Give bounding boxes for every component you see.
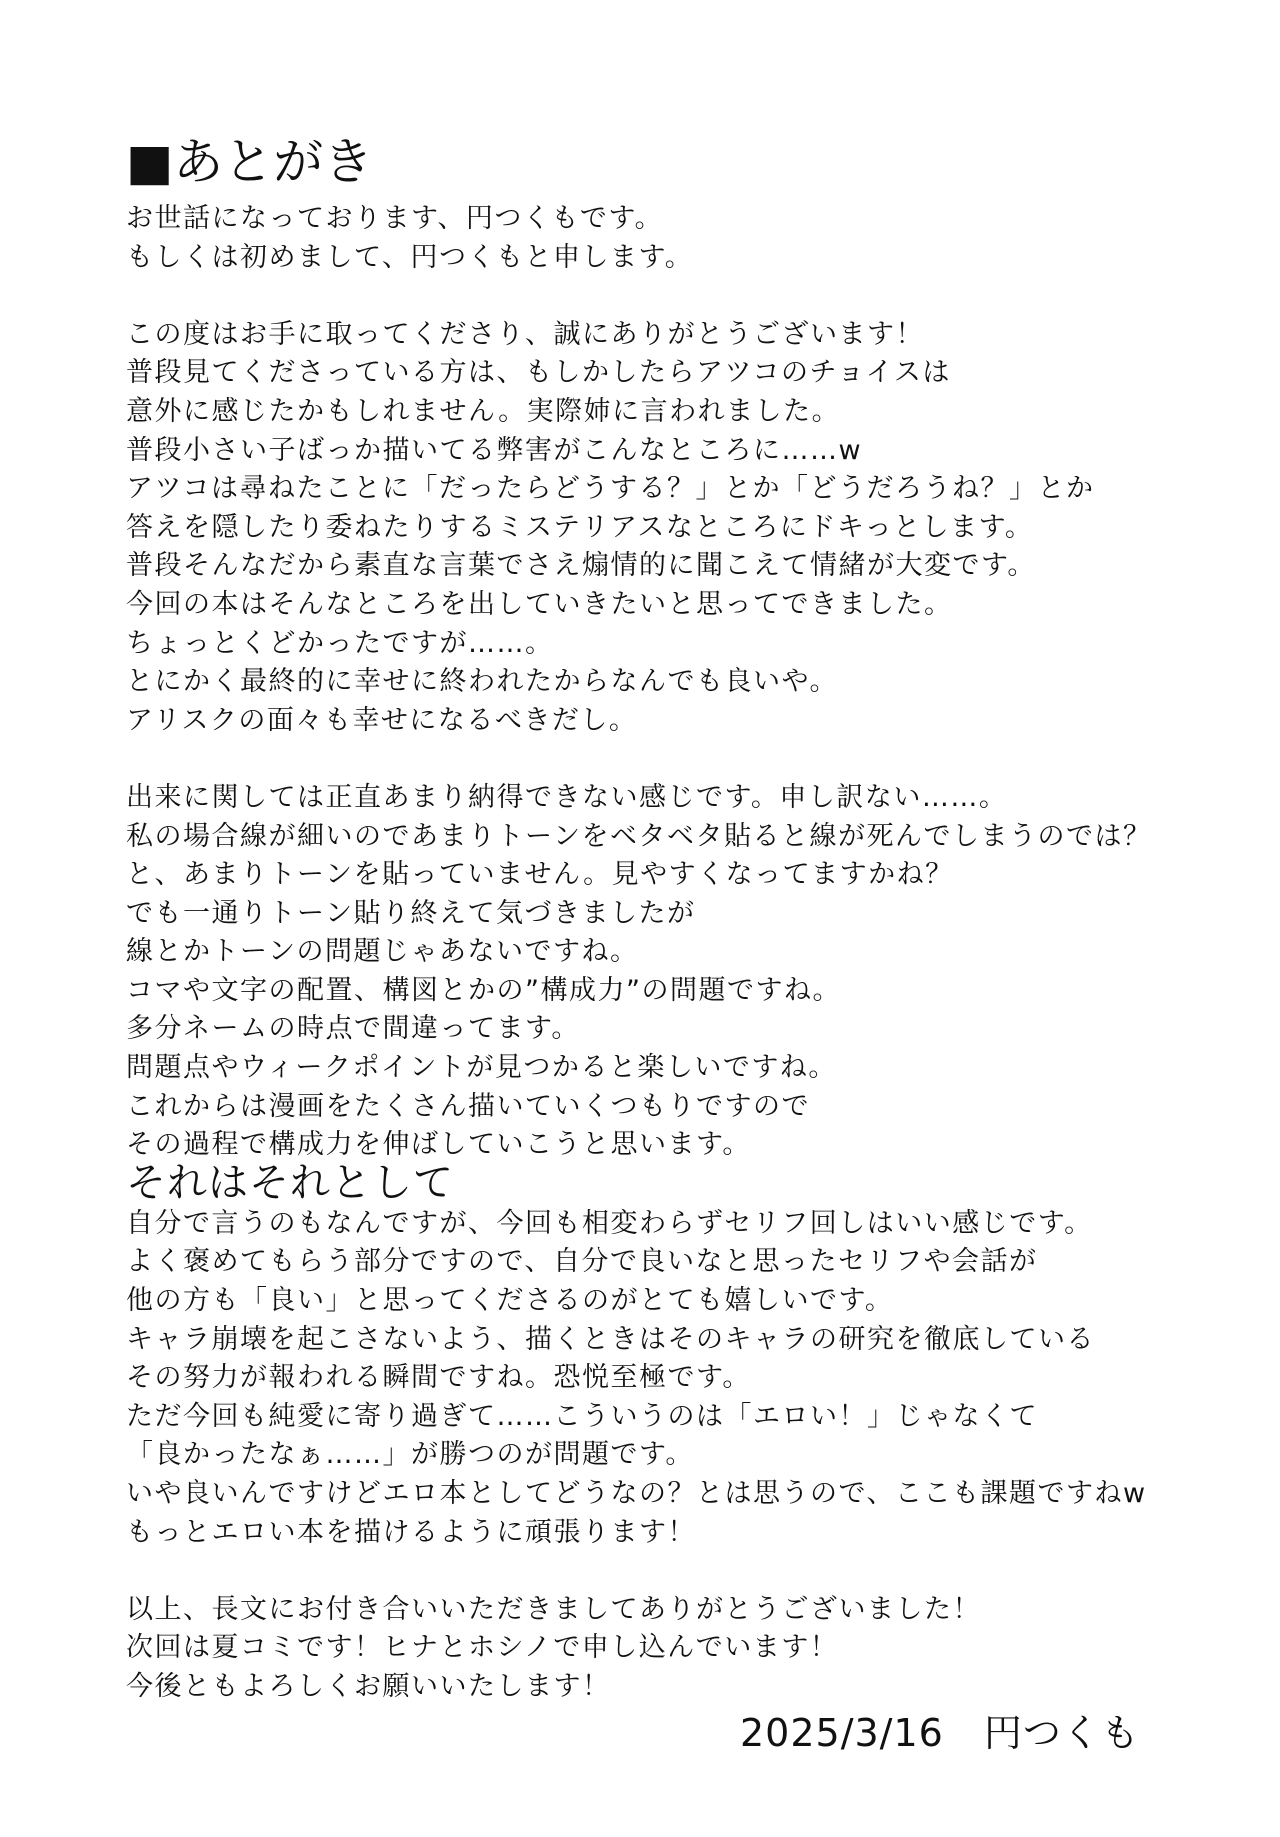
text-line: 答えを隠したり委ねたりするミステリアスなところにドキっとします。 (126, 511, 1034, 543)
signature-date: 2025/3/16 (740, 1711, 944, 1755)
subheading: それはそれとして (126, 1159, 454, 1206)
paragraph-greeting (126, 200, 1246, 277)
text-line: アツコは尋ねたことに「だったらどうする？」とか「どうだろうね？」とか (126, 473, 1095, 505)
text-line: 「良かったなぁ……」が勝つのが問題です。 (126, 1439, 694, 1471)
text-line: とにかく最終的に幸せに終われたからなんでも良いや。 (126, 666, 838, 698)
afterword-body (126, 200, 1246, 1707)
text-line: 今後ともよろしくお願いいたします！ (126, 1670, 611, 1702)
text-line: この度はお手に取ってくださり、誠にありがとうございます！ (126, 318, 924, 350)
text-line: これからは漫画をたくさん描いていくつもりですので (126, 1090, 810, 1122)
paragraph-spacer (126, 277, 1246, 316)
text-line: 普段そんなだから素直な言葉でさえ煽情的に聞こえて情緒が大変です。 (126, 550, 1036, 582)
text-line: 他の方も「良い」と思ってくださるのがとても嬉しいです。 (126, 1285, 894, 1317)
paragraph-dialogue (126, 1205, 1246, 1552)
text-line: よく褒めてもらう部分ですので、自分で良いなと思ったセリフや会話が (126, 1246, 1038, 1278)
text-line: 出来に関しては正直あまり納得できない感じです。申し訳ない……。 (126, 781, 1008, 813)
text-line: もっとエロい本を描けるように頑張ります！ (126, 1516, 696, 1548)
text-line: もしくは初めまして、円つくもと申します。 (126, 241, 694, 273)
text-line: 問題点やウィークポイントが見つかると楽しいですね。 (126, 1052, 837, 1084)
text-line: 今回の本はそんなところを出していきたいと思ってできました。 (126, 588, 953, 620)
signature (740, 1710, 1140, 1756)
text-line: 自分で言うのもなんですが、今回も相変わらずセリフ回しはいい感じです。 (126, 1207, 1093, 1239)
paragraph-closing (126, 1591, 1246, 1707)
text-line: 次回は夏コミです！ヒナとホシノで申し込んでいます！ (126, 1632, 839, 1664)
paragraph-quality (126, 779, 1246, 1165)
text-line: 以上、長文にお付き合いいただきましてありがとうございました！ (126, 1593, 981, 1625)
text-line: と、あまりトーンを貼っていません。見やすくなってますかね？ (126, 859, 954, 891)
text-line: ただ今回も純愛に寄り過ぎて……こういうのは「エロい！」じゃなくて (126, 1400, 1038, 1432)
text-line: その努力が報われる瞬間ですね。恐悦至極です。 (126, 1362, 751, 1394)
text-line: 普段見てくださっている方は、もしかしたらアツコのチョイスは (126, 357, 951, 389)
text-line: でも一通りトーン貼り終えて気づきましたが (126, 897, 696, 929)
text-line: アリスクの面々も幸せになるべきだし。 (126, 704, 638, 736)
text-line: 普段小さい子ばっか描いてる弊害がこんなところに……w (126, 434, 863, 466)
text-line: 線とかトーンの問題じゃあないですね。 (126, 936, 639, 968)
text-line: その過程で構成力を伸ばしていこうと思います。 (126, 1129, 751, 1161)
text-line: お世話になっております、円つくもです。 (126, 203, 664, 234)
page-title: ■あとがき (126, 133, 374, 191)
text-line: コマや文字の配置、構図とかの”構成力”の問題ですね。 (126, 974, 841, 1006)
text-line: 私の場合線が細いのであまりトーンをベタベタ貼ると線が死んでしまうのでは？ (126, 820, 1152, 852)
text-line: キャラ崩壊を起こさないよう、描くときはそのキャラの研究を徹底している (126, 1323, 1095, 1355)
text-line: 意外に感じたかもしれません。実際姉に言われました。 (126, 395, 841, 427)
paragraph-spacer (126, 740, 1246, 779)
paragraph-spacer (126, 1552, 1246, 1591)
text-line: いや良いんですけどエロ本としてどうなの？とは思うので、ここも課題ですねw (126, 1478, 1147, 1509)
signature-author: 円つくも (983, 1711, 1140, 1755)
paragraph-thanks (126, 316, 1246, 741)
text-line: 多分ネームの時点で間違ってます。 (126, 1013, 580, 1045)
text-line: ちょっとくどかったですが……。 (126, 627, 554, 659)
